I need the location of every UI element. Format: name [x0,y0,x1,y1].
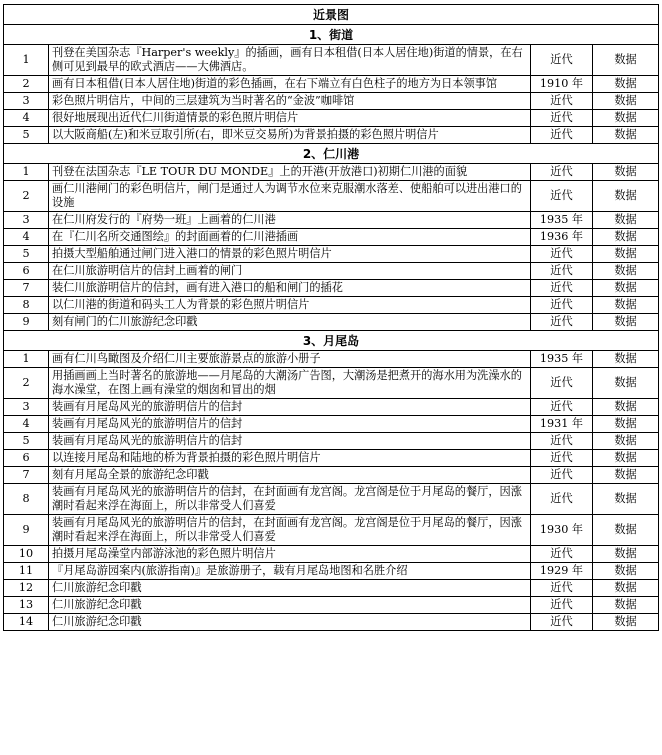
catalog-table [3,4,659,631]
table-row [4,614,659,631]
row-number: 1 [4,164,49,181]
table-row [4,368,659,399]
table-row [4,580,659,597]
row-number: 5 [4,433,49,450]
table-row [4,484,659,515]
row-date: 1929 年 [531,563,593,580]
row-description: 仁川旅游纪念印戳 [49,580,531,597]
row-data-label: 数据 [593,546,659,563]
row-description: 在仁川旅游明信片的信封上画着的闸门 [49,263,531,280]
row-data-label: 数据 [593,614,659,631]
row-number: 9 [4,515,49,546]
row-description: 以连接月尾岛和陆地的桥为背景拍摄的彩色照片明信片 [49,450,531,467]
row-description: 刊登在美国杂志『Harper's weekly』的插画，画有日本租借(日本人居住地)街道的情景，在右侧可见到最早的欧式酒店——大佛酒店。 [49,45,531,76]
row-number: 1 [4,45,49,76]
section-heading: 2、仁川港 [4,144,659,164]
row-description: 仁川旅游纪念印戳 [49,614,531,631]
row-number: 14 [4,614,49,631]
row-date: 近代 [531,368,593,399]
row-date: 近代 [531,164,593,181]
row-description: 彩色照片明信片，中间的三层建筑为当时著名的“金波”咖啡馆 [49,93,531,110]
row-date: 近代 [531,280,593,297]
table-row [4,164,659,181]
row-date: 1935 年 [531,351,593,368]
table-row [4,263,659,280]
row-date: 近代 [531,546,593,563]
row-data-label: 数据 [593,416,659,433]
row-number: 9 [4,314,49,331]
row-date: 近代 [531,263,593,280]
row-number: 4 [4,229,49,246]
row-data-label: 数据 [593,351,659,368]
row-number: 8 [4,297,49,314]
row-number: 8 [4,484,49,515]
table-row [4,351,659,368]
row-number: 2 [4,76,49,93]
row-data-label: 数据 [593,450,659,467]
table-row [4,181,659,212]
table-title-row [4,5,659,25]
table-row [4,399,659,416]
section-heading: 1、街道 [4,25,659,45]
table-row [4,280,659,297]
row-number: 6 [4,450,49,467]
row-date: 1936 年 [531,229,593,246]
row-description: 在『仁川名所交通图绘』的封面画着的仁川港插画 [49,229,531,246]
table-row [4,515,659,546]
row-description: 刻有闸门的仁川旅游纪念印戳 [49,314,531,331]
row-number: 4 [4,416,49,433]
row-description: 仁川旅游纪念印戳 [49,597,531,614]
row-data-label: 数据 [593,263,659,280]
row-data-label: 数据 [593,76,659,93]
row-data-label: 数据 [593,229,659,246]
row-date: 近代 [531,399,593,416]
section-heading-row [4,331,659,351]
row-date: 1931 年 [531,416,593,433]
row-description: 拍摄大型船舶通过闸门进入港口的情景的彩色照片明信片 [49,246,531,263]
row-data-label: 数据 [593,368,659,399]
row-description: 刻有月尾岛全景的旅游纪念印戳 [49,467,531,484]
section-heading: 3、月尾岛 [4,331,659,351]
row-number: 2 [4,181,49,212]
row-date: 近代 [531,580,593,597]
row-data-label: 数据 [593,515,659,546]
row-data-label: 数据 [593,399,659,416]
row-description: 装画有月尾岛风光的旅游明信片的信封 [49,399,531,416]
row-date: 近代 [531,127,593,144]
row-number: 5 [4,246,49,263]
row-description: 用插画画上当时著名的旅游地——月尾岛的大潮汤广告图，大潮汤是把煮开的海水用为洗澡水的海水澡堂，在图上画有澡堂的烟囱和冒出的烟 [49,368,531,399]
row-description: 装画有月尾岛风光的旅游明信片的信封 [49,433,531,450]
table-row [4,93,659,110]
row-date: 近代 [531,45,593,76]
row-description: 画仁川港闸门的彩色明信片，闸门是通过人为调节水位来克服潮水落差、使船舶可以进出港口的设施 [49,181,531,212]
row-number: 10 [4,546,49,563]
row-data-label: 数据 [593,580,659,597]
row-number: 5 [4,127,49,144]
row-data-label: 数据 [593,127,659,144]
row-data-label: 数据 [593,597,659,614]
table-row [4,597,659,614]
row-number: 12 [4,580,49,597]
row-data-label: 数据 [593,433,659,450]
row-date: 近代 [531,297,593,314]
row-number: 11 [4,563,49,580]
table-row [4,76,659,93]
row-number: 3 [4,399,49,416]
row-data-label: 数据 [593,484,659,515]
table-row [4,467,659,484]
row-number: 7 [4,467,49,484]
row-description: 很好地展现出近代仁川街道情景的彩色照片明信片 [49,110,531,127]
table-row [4,127,659,144]
row-data-label: 数据 [593,181,659,212]
row-description: 画有仁川鸟瞰图及介绍仁川主要旅游景点的旅游小册子 [49,351,531,368]
table-row [4,314,659,331]
row-description: 『月尾岛游园案内(旅游指南)』是旅游册子，载有月尾岛地图和名胜介绍 [49,563,531,580]
table-row [4,563,659,580]
row-date: 1910 年 [531,76,593,93]
table-row [4,416,659,433]
row-date: 近代 [531,597,593,614]
table-row [4,212,659,229]
row-data-label: 数据 [593,246,659,263]
row-data-label: 数据 [593,110,659,127]
row-number: 6 [4,263,49,280]
row-data-label: 数据 [593,93,659,110]
row-date: 近代 [531,246,593,263]
row-data-label: 数据 [593,314,659,331]
row-number: 7 [4,280,49,297]
row-description: 以仁川港的街道和码头工人为背景的彩色照片明信片 [49,297,531,314]
table-row [4,45,659,76]
row-date: 近代 [531,93,593,110]
row-number: 2 [4,368,49,399]
row-number: 1 [4,351,49,368]
section-heading-row [4,25,659,45]
row-date: 近代 [531,181,593,212]
row-data-label: 数据 [593,45,659,76]
table-title: 近景图 [4,5,659,25]
table-row [4,229,659,246]
row-number: 4 [4,110,49,127]
row-description: 装画有月尾岛风光的旅游明信片的信封，在封面画有龙宫阁。龙宫阁是位于月尾岛的餐厅，因涨潮时看起来浮在海面上，所以非常受人们喜爱 [49,484,531,515]
row-date: 近代 [531,614,593,631]
row-date: 近代 [531,110,593,127]
row-date: 1935 年 [531,212,593,229]
row-number: 3 [4,212,49,229]
row-date: 近代 [531,314,593,331]
table-row [4,110,659,127]
row-description: 画有日本租借(日本人居住地)街道的彩色插画，在右下端立有白色柱子的地方为日本领事馆 [49,76,531,93]
row-description: 拍摄月尾岛澡堂内部游泳池的彩色照片明信片 [49,546,531,563]
row-data-label: 数据 [593,297,659,314]
row-date: 1930 年 [531,515,593,546]
row-description: 以大阪商船(左)和米豆取引所(右，即米豆交易所)为背景拍摄的彩色照片明信片 [49,127,531,144]
row-description: 装画有月尾岛风光的旅游明信片的信封 [49,416,531,433]
row-number: 3 [4,93,49,110]
row-description: 刊登在法国杂志『LE TOUR DU MONDE』上的开港(开放港口)初期仁川港的面貌 [49,164,531,181]
row-description: 装仁川旅游明信片的信封，画有进入港口的船和闸门的插花 [49,280,531,297]
row-data-label: 数据 [593,563,659,580]
row-date: 近代 [531,467,593,484]
row-data-label: 数据 [593,467,659,484]
section-heading-row [4,144,659,164]
row-description: 装画有月尾岛风光的旅游明信片的信封，在封面画有龙宫阁。龙宫阁是位于月尾岛的餐厅，因涨潮时看起来浮在海面上，所以非常受人们喜爱 [49,515,531,546]
table-row [4,546,659,563]
row-data-label: 数据 [593,280,659,297]
row-date: 近代 [531,484,593,515]
row-number: 13 [4,597,49,614]
table-row [4,450,659,467]
row-data-label: 数据 [593,212,659,229]
row-data-label: 数据 [593,164,659,181]
table-row [4,246,659,263]
table-row [4,433,659,450]
row-date: 近代 [531,450,593,467]
table-row [4,297,659,314]
row-date: 近代 [531,433,593,450]
row-description: 在仁川府发行的『府势一班』上画着的仁川港 [49,212,531,229]
